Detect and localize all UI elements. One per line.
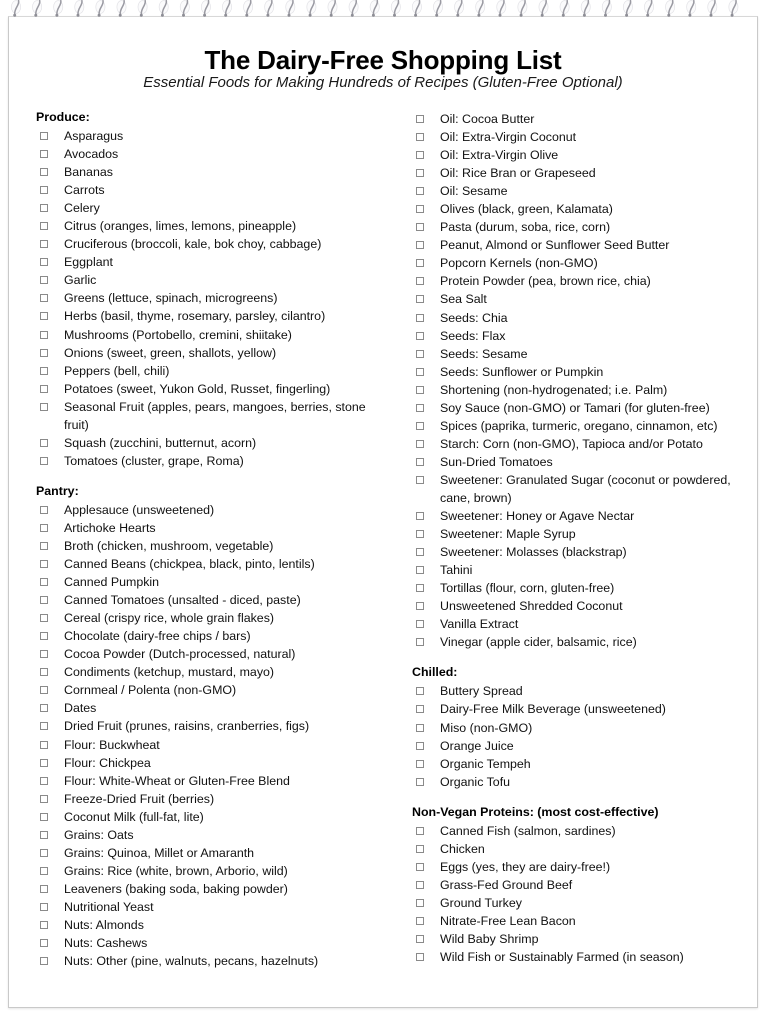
checkbox-icon[interactable]: [40, 596, 48, 604]
checkbox-icon[interactable]: [416, 584, 424, 592]
checkbox-icon[interactable]: [416, 705, 424, 713]
list-item[interactable]: [412, 615, 752, 633]
list-item-label: Tahini: [440, 563, 473, 578]
list-item[interactable]: [412, 755, 752, 773]
list-item[interactable]: [36, 790, 386, 808]
list-item-label: Cocoa Powder (Dutch-processed, natural): [64, 647, 296, 662]
list-item-label: Freeze-Dried Fruit (berries): [64, 791, 215, 806]
list-item-label: Celery: [64, 201, 100, 216]
list-item[interactable]: [412, 182, 752, 200]
checkbox-icon[interactable]: [40, 560, 48, 568]
list-item[interactable]: [36, 217, 386, 235]
list-item[interactable]: [412, 146, 752, 164]
checkbox-icon[interactable]: [40, 849, 48, 857]
list-item[interactable]: [36, 844, 386, 862]
list-item-label: Cereal (crispy rice, whole grain flakes): [64, 611, 275, 626]
list-item-label: Olives (black, green, Kalamata): [440, 202, 613, 217]
checkbox-icon[interactable]: [40, 331, 48, 339]
list-item-label: Soy Sauce (non-GMO) or Tamari (for gluten-free): [440, 400, 710, 415]
list-item[interactable]: [412, 894, 752, 912]
list-item[interactable]: [412, 840, 752, 858]
checkbox-icon[interactable]: [416, 241, 424, 249]
list-item[interactable]: [412, 561, 752, 579]
list-item-label: Sweetener: Honey or Agave Nectar: [440, 509, 635, 524]
checkbox-icon[interactable]: [416, 530, 424, 538]
list-item-label: Flour: White-Wheat or Gluten-Free Blend: [64, 773, 290, 788]
list-item[interactable]: [36, 663, 386, 681]
list-item[interactable]: [36, 952, 386, 970]
list-item-label: Nuts: Almonds: [64, 917, 144, 932]
list-item[interactable]: [36, 826, 386, 844]
checkbox-icon[interactable]: [40, 439, 48, 447]
list-item[interactable]: [36, 555, 386, 573]
checkbox-icon[interactable]: [416, 917, 424, 925]
checkbox-icon[interactable]: [40, 686, 48, 694]
list-item[interactable]: [412, 218, 752, 236]
list-item[interactable]: [36, 736, 386, 754]
list-item-label: Tortillas (flour, corn, gluten-free): [440, 581, 615, 596]
list-item[interactable]: [412, 453, 752, 471]
list-item[interactable]: [36, 808, 386, 826]
list-item-label: Canned Beans (chickpea, black, pinto, lentils): [64, 557, 315, 572]
list-item[interactable]: [412, 200, 752, 218]
checkbox-icon[interactable]: [416, 223, 424, 231]
checkbox-icon[interactable]: [416, 205, 424, 213]
list-item-label: Organic Tofu: [440, 774, 511, 789]
list-item-label: Squash (zucchini, butternut, acorn): [64, 435, 257, 450]
list-item[interactable]: [36, 772, 386, 790]
list-item[interactable]: [36, 181, 386, 199]
checkbox-icon[interactable]: [40, 150, 48, 158]
list-item-label: Broth (chicken, mushroom, vegetable): [64, 538, 274, 553]
list-item-label: Avocados: [64, 147, 119, 162]
list-item-label: Starch: Corn (non-GMO), Tapioca and/or Potato: [440, 436, 703, 451]
list-item-label: Protein Powder (pea, brown rice, chia): [440, 274, 651, 289]
list-item[interactable]: [36, 573, 386, 591]
list-item-label: Grains: Rice (white, brown, Arborio, wild): [64, 863, 288, 878]
checkbox-icon[interactable]: [416, 566, 424, 574]
list-item[interactable]: [412, 345, 752, 363]
checkbox-icon[interactable]: [416, 169, 424, 177]
list-item-label: Wild Baby Shrimp: [440, 931, 539, 946]
checkbox-icon[interactable]: [40, 132, 48, 140]
list-item-label: Garlic: [64, 273, 97, 288]
list-item-label: Popcorn Kernels (non-GMO): [440, 256, 598, 271]
list-item[interactable]: [412, 912, 752, 930]
checkbox-icon[interactable]: [416, 638, 424, 646]
list-item-label: Eggs (yes, they are dairy-free!): [440, 859, 611, 874]
list-item[interactable]: [36, 880, 386, 898]
list-item-label: Canned Pumpkin: [64, 575, 160, 590]
list-item-label: Tomatoes (cluster, grape, Roma): [64, 453, 244, 468]
list-item-label: Dried Fruit (prunes, raisins, cranberries, figs): [64, 719, 310, 734]
list-item-label: Nutritional Yeast: [64, 899, 154, 914]
list-item-label: Nuts: Cashews: [64, 936, 148, 951]
checkbox-icon[interactable]: [416, 259, 424, 267]
list-item-label: Coconut Milk (full-fat, lite): [64, 809, 204, 824]
checkbox-icon[interactable]: [416, 742, 424, 750]
checkbox-icon[interactable]: [40, 722, 48, 730]
checkbox-icon[interactable]: [40, 367, 48, 375]
section-chilled: [412, 665, 752, 790]
checkbox-icon[interactable]: [40, 957, 48, 965]
list-item[interactable]: [36, 934, 386, 952]
checkbox-icon[interactable]: [40, 506, 48, 514]
list-item-label: Grass-Fed Ground Beef: [440, 877, 573, 892]
section-produce: [36, 110, 386, 470]
list-item-label: Vinegar (apple cider, balsamic, rice): [440, 635, 637, 650]
list-item[interactable]: [36, 199, 386, 217]
list-item-label: Sun-Dried Tomatoes: [440, 454, 553, 469]
checkbox-icon[interactable]: [416, 151, 424, 159]
list-item[interactable]: [412, 363, 752, 381]
list-item-label: Seeds: Sesame: [440, 346, 528, 361]
checkbox-icon[interactable]: [40, 903, 48, 911]
checkbox-icon[interactable]: [40, 457, 48, 465]
list-item[interactable]: [36, 627, 386, 645]
checkbox-icon[interactable]: [416, 881, 424, 889]
checkbox-icon[interactable]: [416, 350, 424, 358]
list-item-label: Bananas: [64, 165, 113, 180]
list-item-label: Onions (sweet, green, shallots, yellow): [64, 345, 277, 360]
list-item[interactable]: [36, 307, 386, 325]
list-item[interactable]: [412, 164, 752, 182]
list-item[interactable]: [412, 110, 752, 128]
list-item[interactable]: [412, 597, 752, 615]
list-item-label: Organic Tempeh: [440, 756, 531, 771]
list-item[interactable]: [36, 127, 386, 145]
list-item-label: Sweetener: Molasses (blackstrap): [440, 545, 627, 560]
checkbox-icon[interactable]: [416, 314, 424, 322]
checkbox-icon[interactable]: [40, 385, 48, 393]
checkbox-icon[interactable]: [416, 863, 424, 871]
list-item[interactable]: [36, 681, 386, 699]
checkbox-icon[interactable]: [416, 602, 424, 610]
checkbox-icon[interactable]: [416, 440, 424, 448]
list-item[interactable]: [412, 417, 752, 435]
list-item-label: Nuts: Other (pine, walnuts, pecans, hazelnuts): [64, 954, 319, 969]
checkbox-icon[interactable]: [40, 524, 48, 532]
checkbox-icon[interactable]: [40, 258, 48, 266]
list-item-label: Eggplant: [64, 255, 113, 270]
list-item-label: Artichoke Hearts: [64, 520, 156, 535]
checkbox-icon[interactable]: [416, 724, 424, 732]
list-item[interactable]: [412, 700, 752, 718]
list-item[interactable]: [36, 916, 386, 934]
list-item-label: Peppers (bell, chili): [64, 363, 170, 378]
checkbox-icon[interactable]: [40, 668, 48, 676]
checkbox-icon[interactable]: [40, 704, 48, 712]
list-item-label: Seasonal Fruit (apples, pears, mangoes, berries, stone fruit): [64, 399, 366, 432]
checkbox-icon[interactable]: [416, 295, 424, 303]
checkbox-icon[interactable]: [40, 168, 48, 176]
checkbox-icon[interactable]: [416, 422, 424, 430]
list-item[interactable]: [412, 525, 752, 543]
list-item[interactable]: [412, 876, 752, 894]
list-item[interactable]: [36, 862, 386, 880]
list-item[interactable]: [412, 719, 752, 737]
checkbox-icon[interactable]: [416, 953, 424, 961]
checkbox-icon[interactable]: [40, 294, 48, 302]
list-item-label: Oil: Extra-Virgin Olive: [440, 148, 559, 163]
list-item[interactable]: [412, 633, 752, 651]
list-item[interactable]: [36, 452, 386, 470]
list-item[interactable]: [36, 717, 386, 735]
section-heading: Produce:: [36, 110, 90, 124]
checkbox-icon[interactable]: [40, 650, 48, 658]
list-item[interactable]: [412, 737, 752, 755]
checkbox-icon[interactable]: [40, 542, 48, 550]
list-item-label: Condiments (ketchup, mustard, mayo): [64, 665, 275, 680]
list-item-label: Carrots: [64, 183, 105, 198]
list-item[interactable]: [412, 858, 752, 876]
list-item-label: Flour: Chickpea: [64, 755, 151, 770]
list-item[interactable]: [36, 591, 386, 609]
page-subtitle: Essential Foods for Making Hundreds of Recipes (Gluten-Free Optional): [143, 74, 623, 91]
list-item[interactable]: [36, 362, 386, 380]
checkbox-icon[interactable]: [416, 512, 424, 520]
list-item[interactable]: [412, 543, 752, 561]
checkbox-icon[interactable]: [40, 795, 48, 803]
list-item[interactable]: [412, 773, 752, 791]
checkbox-icon[interactable]: [40, 867, 48, 875]
checkbox-icon[interactable]: [416, 386, 424, 394]
section-non-vegan-proteins-most-cost-effective: [412, 805, 752, 966]
page-title: The Dairy-Free Shopping List: [204, 45, 562, 75]
list-item[interactable]: [36, 398, 386, 434]
list-item-label: Orange Juice: [440, 738, 514, 753]
list-item-label: Citrus (oranges, limes, lemons, pineapple): [64, 219, 297, 234]
list-item-label: Spices (paprika, turmeric, oregano, cinnamon, etc): [440, 418, 718, 433]
list-item[interactable]: [36, 501, 386, 519]
checkbox-icon[interactable]: [416, 935, 424, 943]
list-item[interactable]: [412, 236, 752, 254]
checkbox-icon[interactable]: [416, 368, 424, 376]
list-item-label: Seeds: Sunflower or Pumpkin: [440, 364, 604, 379]
checkbox-icon[interactable]: [40, 222, 48, 230]
list-item-label: Flour: Buckwheat: [64, 737, 160, 752]
section-pantry: [36, 484, 386, 970]
list-item[interactable]: [412, 948, 752, 966]
checkbox-icon[interactable]: [416, 899, 424, 907]
list-item-label: Oil: Sesame: [440, 184, 508, 199]
list-item-label: Oil: Cocoa Butter: [440, 112, 535, 126]
list-item[interactable]: [412, 272, 752, 290]
section-heading: Pantry:: [36, 483, 79, 498]
list-item-label: Miso (non-GMO): [440, 720, 533, 735]
checkbox-icon[interactable]: [40, 578, 48, 586]
list-item[interactable]: [36, 380, 386, 398]
list-item-label: Buttery Spread: [440, 684, 523, 699]
list-item-label: Leaveners (baking soda, baking powder): [64, 881, 288, 896]
checkbox-icon[interactable]: [416, 133, 424, 141]
checkbox-icon[interactable]: [416, 845, 424, 853]
list-item[interactable]: [36, 754, 386, 772]
list-item[interactable]: [36, 271, 386, 289]
list-item[interactable]: [412, 930, 752, 948]
section-continued: [412, 110, 752, 651]
list-item-label: Dairy-Free Milk Beverage (unsweetened): [440, 702, 666, 717]
checkbox-icon[interactable]: [416, 778, 424, 786]
checkbox-icon[interactable]: [40, 777, 48, 785]
checkbox-icon[interactable]: [40, 759, 48, 767]
checkbox-icon[interactable]: [40, 632, 48, 640]
checkbox-icon[interactable]: [40, 403, 48, 411]
list-item[interactable]: [36, 326, 386, 344]
list-item-label: Seeds: Flax: [440, 328, 506, 343]
list-item-label: Canned Tomatoes (unsalted - diced, paste): [64, 593, 301, 608]
list-item-label: Unsweetened Shredded Coconut: [440, 599, 623, 614]
list-item[interactable]: [412, 682, 752, 700]
list-item-label: Greens (lettuce, spinach, microgreens): [64, 291, 278, 306]
list-item-label: Oil: Extra-Virgin Coconut: [440, 130, 577, 145]
checkbox-icon[interactable]: [416, 620, 424, 628]
checkbox-icon[interactable]: [416, 827, 424, 835]
checkbox-icon[interactable]: [40, 831, 48, 839]
list-item-label: Chicken: [440, 841, 485, 856]
checkbox-icon[interactable]: [416, 548, 424, 556]
checkbox-icon[interactable]: [40, 312, 48, 320]
list-item[interactable]: [36, 235, 386, 253]
list-item-label: Grains: Quinoa, Millet or Amaranth: [64, 845, 255, 860]
list-item[interactable]: [36, 699, 386, 717]
checkbox-icon[interactable]: [40, 349, 48, 357]
checkbox-icon[interactable]: [40, 614, 48, 622]
list-item-label: Cornmeal / Polenta (non-GMO): [64, 683, 237, 698]
column-right: [412, 110, 752, 966]
list-item-label: Canned Fish (salmon, sardines): [440, 823, 616, 838]
list-item-label: Wild Fish or Sustainably Farmed (in season): [440, 950, 684, 965]
list-item-label: Sweetener: Granulated Sugar (coconut or powdered, cane, brown): [440, 472, 731, 505]
checkbox-icon[interactable]: [40, 813, 48, 821]
checkbox-icon[interactable]: [416, 476, 424, 484]
list-item-label: Potatoes (sweet, Yukon Gold, Russet, fingerling): [64, 381, 331, 396]
list-item-label: Grains: Oats: [64, 827, 134, 842]
list-item-label: Shortening (non-hydrogenated; i.e. Palm): [440, 382, 668, 397]
checkbox-icon[interactable]: [40, 204, 48, 212]
list-item[interactable]: [412, 822, 752, 840]
list-item[interactable]: [412, 290, 752, 308]
list-item[interactable]: [36, 609, 386, 627]
list-item-label: Mushrooms (Portobello, cremini, shiitake): [64, 327, 292, 342]
checkbox-icon[interactable]: [40, 885, 48, 893]
list-item[interactable]: [36, 163, 386, 181]
list-item[interactable]: [36, 145, 386, 163]
checkbox-icon[interactable]: [416, 332, 424, 340]
list-item-label: Sweetener: Maple Syrup: [440, 527, 576, 542]
list-item[interactable]: [36, 537, 386, 555]
checkbox-icon[interactable]: [40, 276, 48, 284]
checkbox-icon[interactable]: [416, 404, 424, 412]
list-item[interactable]: [36, 898, 386, 916]
list-item-label: Oil: Rice Bran or Grapeseed: [440, 166, 596, 181]
list-item-label: Asparagus: [64, 129, 124, 143]
checkbox-icon[interactable]: [416, 115, 424, 123]
list-item[interactable]: [36, 434, 386, 452]
list-item-label: Herbs (basil, thyme, rosemary, parsley, cilantro): [64, 309, 326, 324]
checkbox-icon[interactable]: [40, 186, 48, 194]
list-item-label: Seeds: Chia: [440, 310, 508, 325]
list-item[interactable]: [412, 381, 752, 399]
list-item[interactable]: [36, 344, 386, 362]
list-item[interactable]: [36, 289, 386, 307]
checkbox-icon[interactable]: [416, 687, 424, 695]
list-item-label: Chocolate (dairy-free chips / bars): [64, 629, 251, 644]
list-item[interactable]: [36, 645, 386, 663]
list-item-label: Pasta (durum, soba, rice, corn): [440, 220, 611, 235]
checkbox-icon[interactable]: [40, 921, 48, 929]
section-heading: Chilled:: [412, 665, 458, 680]
checkbox-icon[interactable]: [416, 187, 424, 195]
list-item[interactable]: [412, 399, 752, 417]
checkbox-icon[interactable]: [40, 939, 48, 947]
checkbox-icon[interactable]: [40, 240, 48, 248]
checkbox-icon[interactable]: [416, 458, 424, 466]
checkbox-icon[interactable]: [40, 741, 48, 749]
list-item-label: Nitrate-Free Lean Bacon: [440, 913, 576, 928]
list-item[interactable]: [412, 309, 752, 327]
list-item-label: Dates: [64, 701, 97, 716]
column-left: [36, 110, 386, 970]
list-item[interactable]: [412, 507, 752, 525]
checkbox-icon[interactable]: [416, 277, 424, 285]
section-heading: Non-Vegan Proteins: (most cost-effective): [412, 804, 659, 819]
list-item[interactable]: [412, 435, 752, 453]
list-item-label: Ground Turkey: [440, 895, 522, 910]
list-item[interactable]: [412, 579, 752, 597]
list-item-label: Vanilla Extract: [440, 617, 519, 632]
list-item[interactable]: [412, 128, 752, 146]
list-item-label: Cruciferous (broccoli, kale, bok choy, cabbage): [64, 237, 322, 252]
list-item-label: Peanut, Almond or Sunflower Seed Butter: [440, 238, 670, 253]
list-item[interactable]: [412, 327, 752, 345]
checkbox-icon[interactable]: [416, 760, 424, 768]
list-item[interactable]: [412, 471, 752, 507]
list-item-label: Applesauce (unsweetened): [64, 502, 215, 517]
list-item[interactable]: [412, 254, 752, 272]
list-item[interactable]: [36, 253, 386, 271]
list-item-label: Sea Salt: [440, 292, 487, 307]
list-item[interactable]: [36, 519, 386, 537]
